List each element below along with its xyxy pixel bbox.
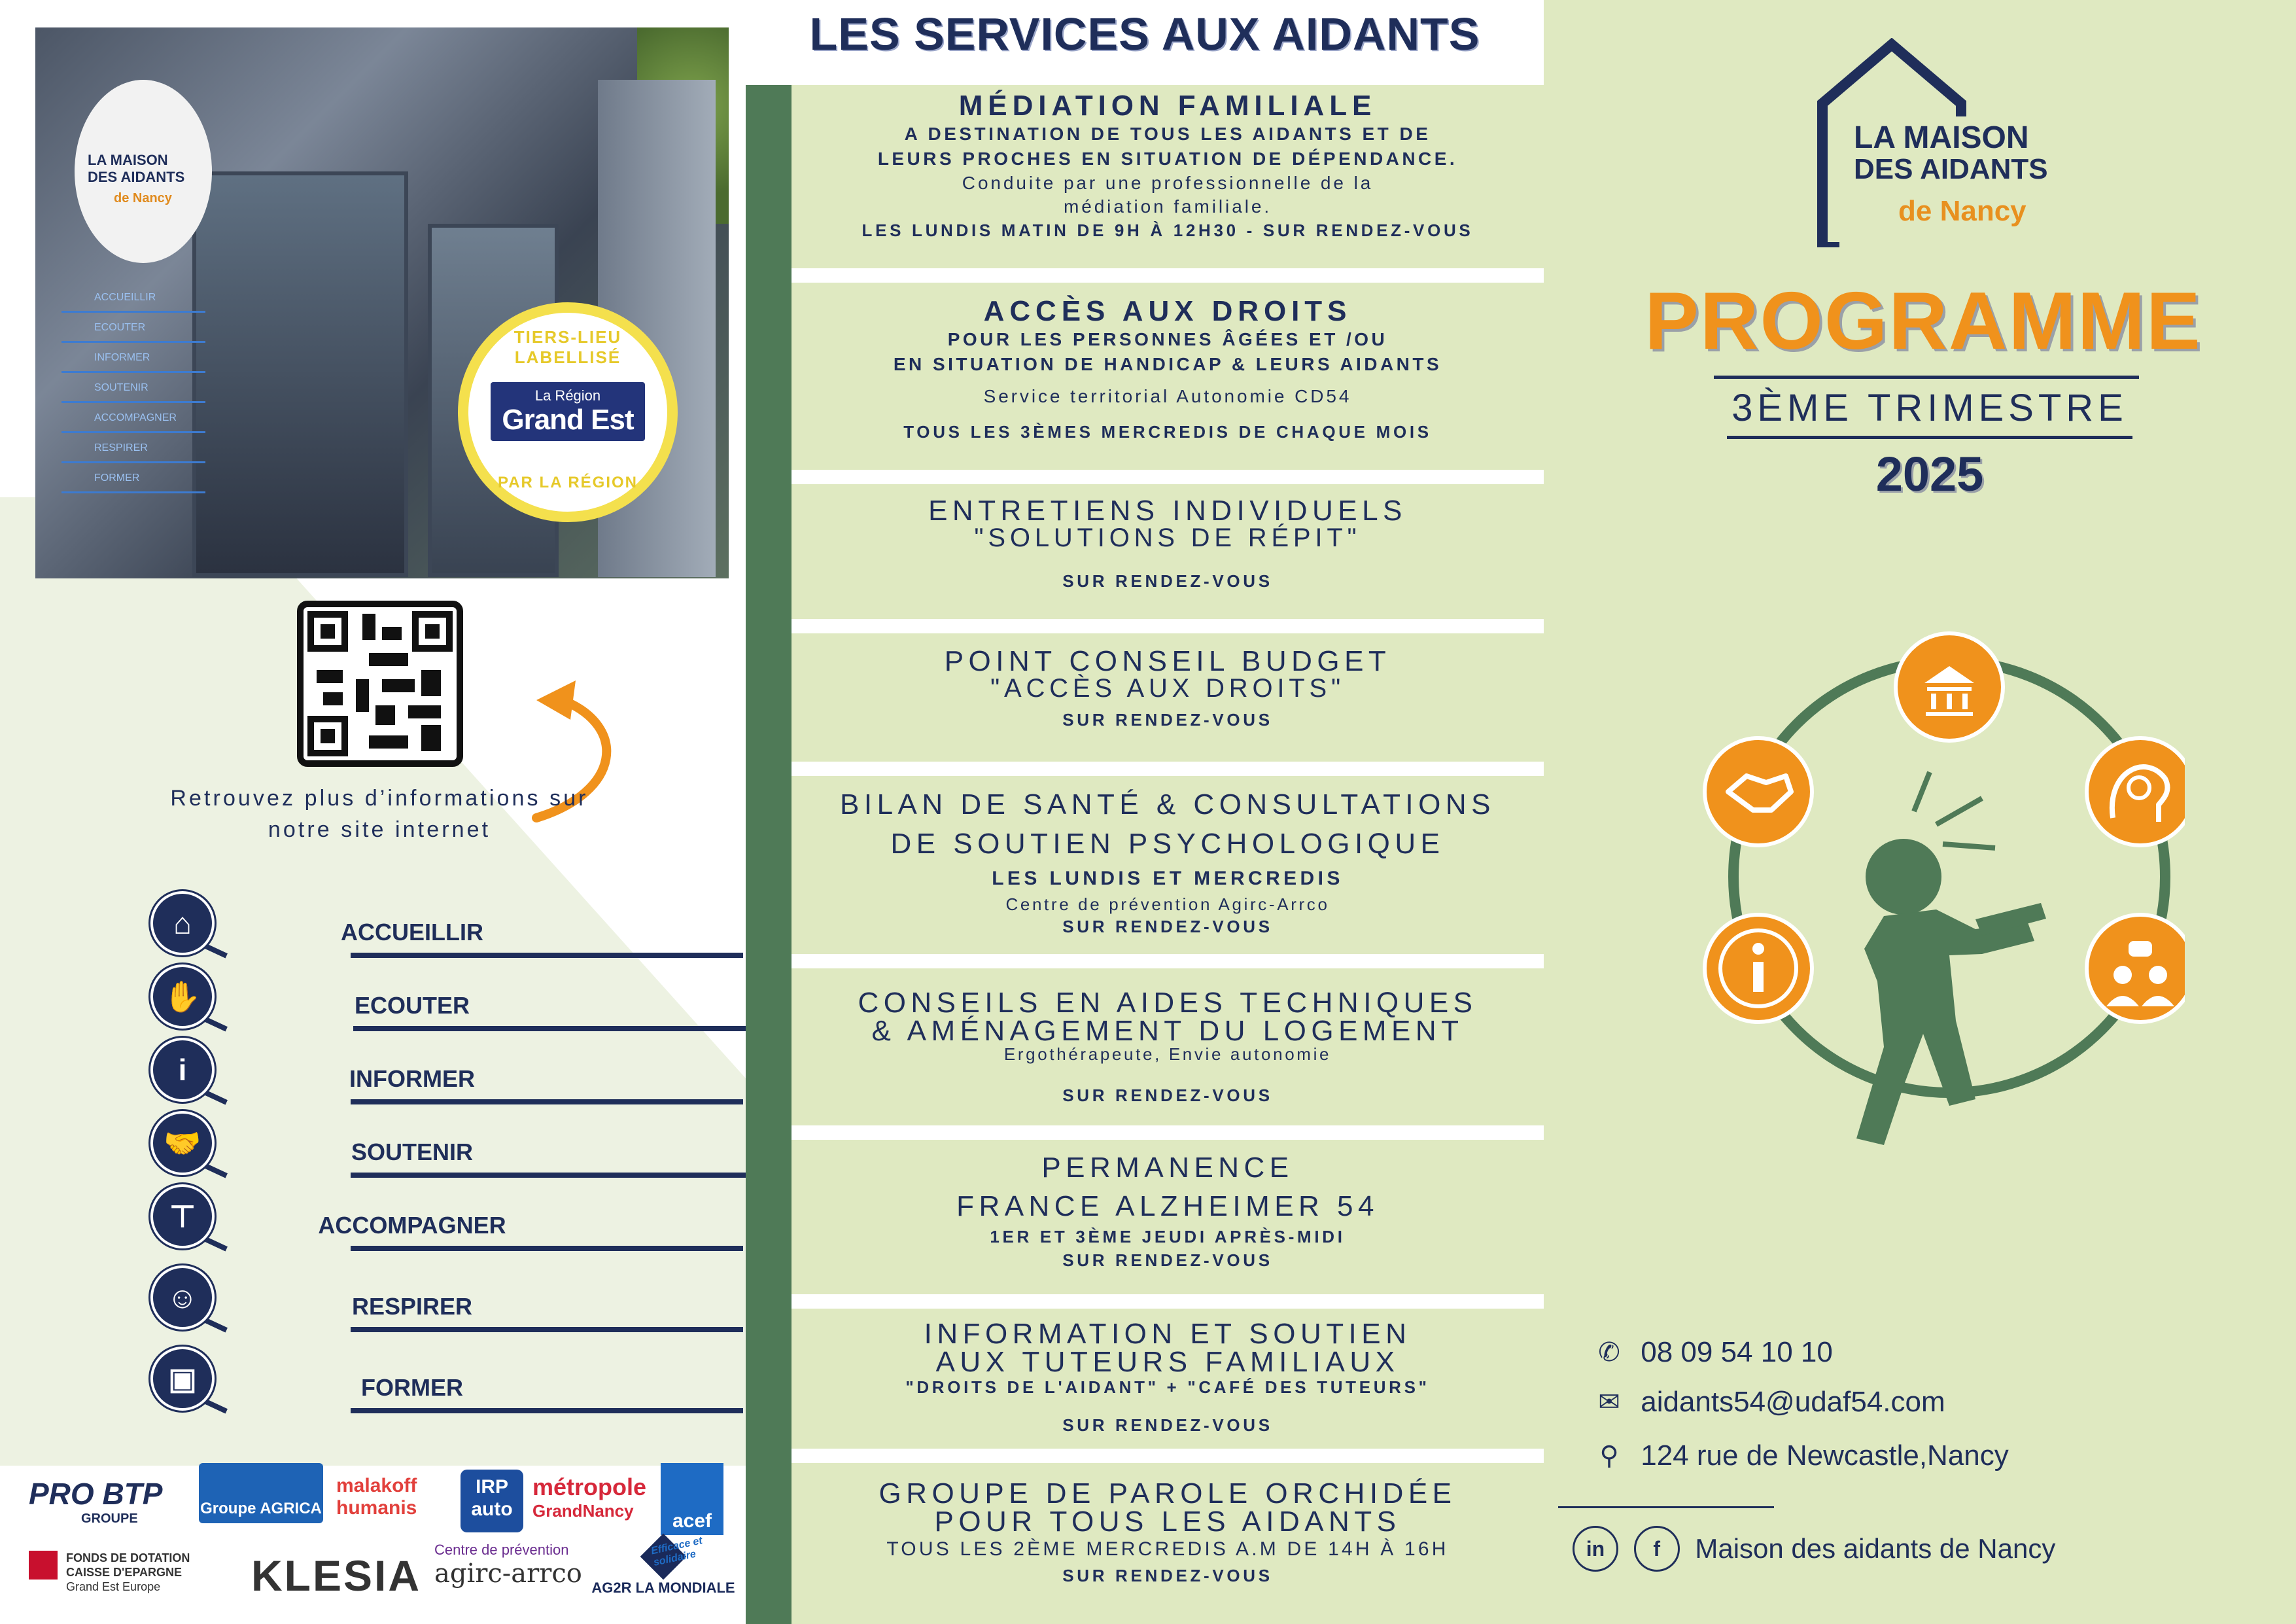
trimestre-rule-top	[1714, 376, 2139, 379]
service-title: ACCÈS AUX DROITS	[983, 295, 1352, 327]
verb-line	[351, 1246, 743, 1251]
qr-module	[382, 679, 415, 692]
auto-text: auto	[471, 1498, 513, 1520]
window-logo	[75, 80, 212, 263]
qr-finder	[412, 611, 453, 652]
service-sub: POUR LES PERSONNES ÂGÉES ET /OU	[947, 329, 1388, 349]
badge-top-text: TIERS-LIEU LABELLISÉ	[513, 327, 622, 367]
location-pin-icon: ⚲	[1599, 1441, 1619, 1471]
verb-row-respirer	[150, 1265, 602, 1331]
verb-line	[351, 1099, 743, 1104]
contact-address	[1593, 1438, 2009, 1477]
qr-module	[369, 735, 408, 749]
qr-finder	[307, 716, 348, 756]
service-separator	[791, 619, 1544, 633]
facebook-icon[interactable]: f	[1634, 1526, 1680, 1572]
probtp-logo	[29, 1476, 192, 1527]
contact-phone[interactable]	[1593, 1335, 1833, 1374]
service-when: TOUS LES 3ÈMES MERCREDIS DE CHAQUE MOIS	[903, 422, 1432, 442]
handshake-icon	[1705, 738, 1812, 845]
contact-email[interactable]	[1593, 1385, 1945, 1424]
service-title-2: "SOLUTIONS DE RÉPIT"	[974, 523, 1361, 552]
service-when: SUR RENDEZ-VOUS	[1062, 571, 1273, 591]
fonds-l2: CAISSE D'EPARGNE	[66, 1566, 182, 1579]
contact-divider	[1558, 1506, 1774, 1508]
malakoff-humanis-logo	[336, 1475, 461, 1519]
year-label: 2025	[1875, 447, 1984, 501]
irp-text: IRP	[475, 1476, 508, 1498]
service-separator	[791, 1449, 1544, 1463]
service-note: TOUS LES 2ÈME MERCREDIS A.M DE 14H À 16H	[886, 1538, 1449, 1560]
info-icon	[1705, 915, 1812, 1022]
logo-line-1: LA MAISON	[1854, 120, 2029, 155]
service-title: BILAN DE SANTÉ & CONSULTATIONS	[840, 788, 1495, 821]
trimestre-rule-bottom	[1727, 436, 2132, 439]
house-heart-icon: ⌂	[150, 891, 215, 955]
grand-est-label-badge	[458, 302, 678, 522]
metropole-logo	[532, 1474, 657, 1521]
service-title-2: & AMÉNAGEMENT DU LOGEMENT	[871, 1015, 1464, 1047]
linkedin-icon[interactable]: in	[1573, 1526, 1618, 1572]
acef-tagline: Efficace et solidaire	[650, 1535, 704, 1568]
verb-label: FORMER	[361, 1374, 463, 1401]
qr-module	[323, 692, 343, 705]
phone-icon: ✆	[1598, 1338, 1620, 1368]
service-when: SUR RENDEZ-VOUS	[1062, 710, 1273, 730]
service-when: SUR RENDEZ-VOUS	[1062, 1566, 1273, 1585]
verb-line	[351, 1173, 750, 1178]
window-verb: INFORMER	[61, 343, 205, 373]
qr-module	[382, 627, 402, 640]
service-groupe-parole	[791, 1479, 1544, 1587]
service-sub: A DESTINATION DE TOUS LES AIDANTS ET DE	[904, 124, 1431, 144]
region-big: Grand Est	[502, 404, 634, 436]
service-acces-droits	[791, 296, 1544, 444]
listening-hand-icon: ✋	[150, 964, 215, 1029]
service-separator	[791, 954, 1544, 968]
breathing-head-icon: ☺	[150, 1265, 215, 1330]
social-handle[interactable]: Maison des aidants de Nancy	[1695, 1533, 2056, 1564]
programme-title: PROGRAMME	[1644, 276, 2202, 366]
service-separator	[791, 1294, 1544, 1309]
service-title-2: DE SOUTIEN PSYCHOLOGIQUE	[890, 828, 1445, 860]
service-title-2: FRANCE ALZHEIMER 54	[956, 1190, 1379, 1222]
badge-bottom-text: PAR LA RÉGION	[497, 474, 638, 491]
probtp-name: PRO BTP	[29, 1477, 163, 1511]
window-verb: RESPIRER	[61, 433, 205, 463]
verb-row-ecouter	[150, 964, 602, 1030]
service-title: MÉDIATION FAMILIALE	[958, 90, 1377, 122]
verb-row-informer	[150, 1038, 602, 1103]
phone-number[interactable]: 08 09 54 10 10	[1641, 1336, 1833, 1369]
verb-row-soutenir	[150, 1111, 602, 1176]
region-small: La Région	[534, 387, 601, 404]
window-verb: ACCUEILLIR	[61, 283, 205, 313]
qr-module	[356, 679, 369, 712]
service-note: Conduite par une professionnelle de la	[962, 173, 1374, 193]
service-sub: LES LUNDIS ET MERCREDIS	[992, 868, 1344, 889]
qr-module	[317, 670, 343, 683]
ag2r-text: AG2R LA MONDIALE	[591, 1580, 735, 1596]
verb-label: SOUTENIR	[351, 1139, 473, 1165]
qr-module	[421, 670, 441, 696]
verb-line	[351, 1408, 743, 1413]
window-verb-list	[61, 283, 205, 493]
service-separator	[791, 470, 1544, 484]
verb-label: ECOUTER	[354, 992, 470, 1019]
window-verb: SOUTENIR	[61, 373, 205, 403]
klesia-logo: KLESIA	[251, 1551, 422, 1600]
trimestre-label: 3ÈME TRIMESTRE	[1701, 386, 2159, 430]
service-when: SUR RENDEZ-VOUS	[1062, 1086, 1273, 1105]
qr-module	[375, 705, 395, 725]
signpost-icon: ⊤	[150, 1184, 215, 1248]
teacher-board-icon: ▣	[150, 1347, 215, 1411]
pointing-person-icon	[1856, 772, 2046, 1145]
service-sub: 1ER ET 3ÈME JEUDI APRÈS-MIDI	[990, 1227, 1346, 1246]
qr-module	[408, 705, 441, 718]
service-sub: EN SITUATION DE HANDICAP & LEURS AIDANTS	[893, 354, 1442, 374]
caisse-epargne-text	[66, 1551, 190, 1594]
info-icon: i	[150, 1038, 215, 1102]
window-logo-text: LA MAISON DES AIDANTS	[88, 152, 185, 185]
service-note: Ergothérapeute, Envie autonomie	[1003, 1044, 1332, 1064]
service-sub: "DROITS DE L'AIDANT" + "CAFÉ DES TUTEURS"	[905, 1377, 1430, 1397]
region-logo	[491, 382, 645, 441]
service-separator	[791, 268, 1544, 283]
service-alzheimer	[791, 1148, 1544, 1272]
service-title-2: AUX TUTEURS FAMILIAUX	[935, 1346, 1400, 1378]
service-title: INFORMATION ET SOUTIEN	[924, 1318, 1412, 1350]
logo-line-3: de Nancy	[1898, 195, 2026, 227]
service-aides-techniques	[791, 988, 1544, 1107]
verb-label: ACCUEILLIR	[341, 919, 483, 945]
service-when: LES LUNDIS MATIN DE 9H À 12H30 - SUR RENDEZ-VOUS	[861, 221, 1474, 240]
malakoff-text: malakoff	[336, 1475, 417, 1496]
qr-module	[421, 725, 441, 751]
qr-caption: Retrouvez plus d’informations sur notre site internet	[170, 786, 589, 842]
service-note: Service territorial Autonomie CD54	[983, 386, 1352, 406]
service-title-2: "ACCÈS AUX DROITS"	[990, 674, 1345, 703]
window-logo-city: de Nancy	[114, 191, 172, 205]
caisse-epargne-logo	[29, 1551, 225, 1594]
service-budget	[791, 646, 1544, 732]
service-sub: LEURS PROCHES EN SITUATION DE DÉPENDANCE.	[877, 149, 1458, 169]
handshake-icon: 🤝	[150, 1111, 215, 1175]
verb-label: ACCOMPAGNER	[318, 1212, 506, 1239]
mail-icon: ✉	[1598, 1388, 1620, 1417]
window-verb: FORMER	[61, 463, 205, 493]
service-when: SUR RENDEZ-VOUS	[1062, 1415, 1273, 1435]
service-title: CONSEILS EN AIDES TECHNIQUES	[858, 987, 1478, 1019]
postal-address: 124 rue de Newcastle,Nancy	[1641, 1439, 2009, 1472]
verb-label: RESPIRER	[351, 1293, 473, 1320]
metropole-text: métropole	[532, 1474, 647, 1500]
grandnancy-text: GrandNancy	[532, 1501, 634, 1521]
service-separator	[791, 762, 1544, 776]
verb-line	[353, 1026, 746, 1031]
acef-logo: acef	[661, 1463, 723, 1535]
agrica-logo: Groupe AGRICA	[199, 1463, 323, 1523]
verb-row-accompagner	[150, 1184, 602, 1250]
verb-row-accueillir	[150, 891, 602, 957]
verb-line	[351, 1327, 743, 1332]
caisse-epargne-icon	[29, 1551, 58, 1580]
probtp-sub: GROUPE	[81, 1511, 138, 1526]
cp-l2: agirc-arrco	[434, 1559, 582, 1589]
logo-line-2: DES AIDANTS	[1854, 153, 2048, 185]
service-title: PERMANENCE	[1041, 1152, 1294, 1184]
service-entretiens	[791, 496, 1544, 593]
window-verb: ACCOMPAGNER	[61, 403, 205, 433]
qr-finder	[307, 611, 348, 652]
service-title: ENTRETIENS INDIVIDUELS	[928, 495, 1407, 527]
window-verb: ECOUTER	[61, 313, 205, 343]
service-separator	[791, 1125, 1544, 1140]
caregiver-illustration	[1688, 628, 2185, 1165]
social-links	[1573, 1526, 2055, 1572]
verb-line	[351, 953, 743, 958]
group-chat-icon	[2087, 915, 2185, 1022]
service-mediation	[791, 90, 1544, 242]
qr-module	[362, 614, 375, 640]
service-title-2: POUR TOUS LES AIDANTS	[934, 1506, 1401, 1538]
bank-icon	[1896, 633, 2003, 741]
verb-label: INFORMER	[349, 1065, 475, 1092]
services-title: LES SERVICES AUX AIDANTS	[746, 0, 1544, 85]
service-bilan-sante	[791, 785, 1544, 938]
service-when: SUR RENDEZ-VOUS	[1062, 917, 1273, 936]
service-when: SUR RENDEZ-VOUS	[1062, 1250, 1273, 1270]
email-address[interactable]: aidants54@udaf54.com	[1641, 1386, 1945, 1419]
partner-logos	[29, 1463, 742, 1620]
service-note: Centre de prévention Agirc-Arrco	[1005, 894, 1330, 914]
cp-l1: Centre de prévention	[434, 1542, 569, 1558]
service-title: POINT CONSEIL BUDGET	[944, 645, 1391, 677]
service-note: médiation familiale.	[1063, 196, 1272, 217]
mind-lotus-icon	[2087, 738, 2185, 845]
green-side-strip	[746, 85, 791, 1624]
fonds-l3: Grand Est Europe	[66, 1580, 161, 1593]
humanis-text: humanis	[336, 1497, 417, 1519]
centre-prevention-logo	[434, 1542, 585, 1589]
verb-row-former	[150, 1347, 602, 1412]
glass-door	[192, 171, 408, 577]
qr-module	[369, 653, 408, 666]
fonds-l1: FONDS DE DOTATION	[66, 1551, 190, 1564]
service-title: GROUPE DE PAROLE ORCHIDÉE	[878, 1477, 1457, 1509]
service-tuteurs	[791, 1319, 1544, 1437]
qr-code[interactable]	[297, 601, 463, 767]
irp-auto-logo	[461, 1470, 523, 1532]
